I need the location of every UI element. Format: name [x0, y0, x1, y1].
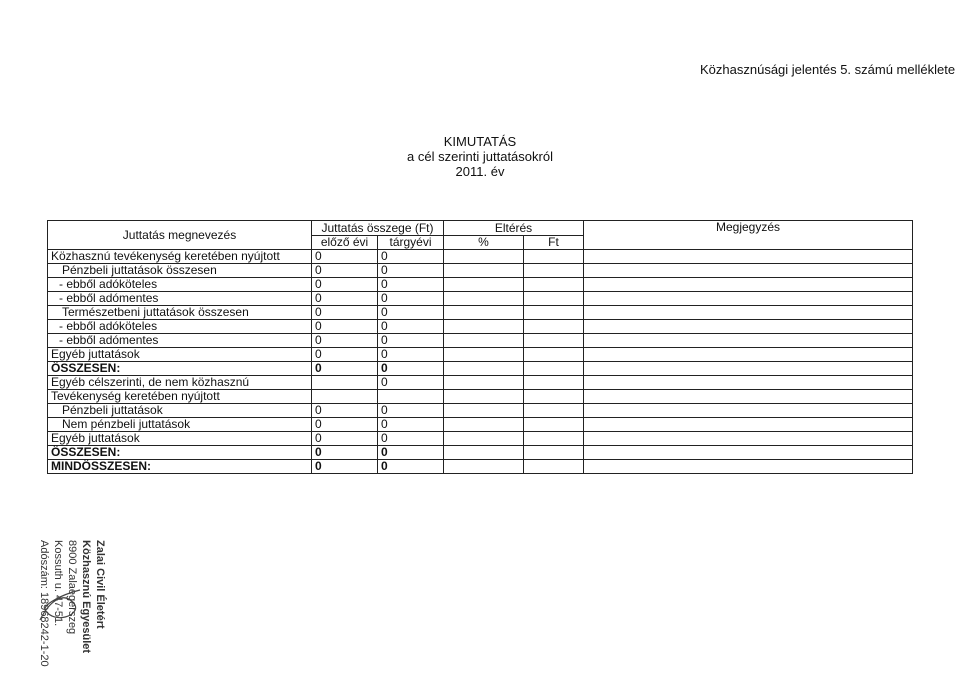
row-curr: 0 [378, 460, 444, 474]
row-note [584, 320, 913, 334]
row-prev: 0 [312, 292, 378, 306]
row-ft [524, 404, 584, 418]
row-note [584, 404, 913, 418]
row-note [584, 250, 913, 264]
row-pct [444, 264, 524, 278]
table-row [48, 292, 913, 306]
header-pct: % [444, 236, 524, 250]
header-name: Juttatás megnevezés [48, 221, 312, 250]
header-prev: előző évi [312, 236, 378, 250]
row-curr: 0 [378, 446, 444, 460]
row-ft [524, 362, 584, 376]
row-note [584, 334, 913, 348]
row-pct [444, 292, 524, 306]
row-label: Közhasznú tevékenység keretében nyújtott [48, 250, 312, 264]
document-title [380, 134, 580, 179]
row-note [584, 460, 913, 474]
row-note [584, 306, 913, 320]
row-curr: 0 [378, 320, 444, 334]
row-note [584, 362, 913, 376]
row-note [584, 348, 913, 362]
table-row [48, 390, 913, 404]
header-note: Megjegyzés [584, 221, 913, 250]
row-prev: 0 [312, 264, 378, 278]
row-label: ÖSSZESEN: [48, 446, 312, 460]
title-line-3: 2011. év [455, 164, 505, 179]
table-row [48, 278, 913, 292]
stamp-line-3: 8900 Zalaegerszeg [66, 540, 78, 635]
row-curr: 0 [378, 334, 444, 348]
row-label: - ebből adóköteles [48, 320, 312, 334]
table-row [48, 432, 913, 446]
header-amount: Juttatás összege (Ft) [312, 221, 444, 236]
table-row [48, 418, 913, 432]
row-label: Tevékenység keretében nyújtott [48, 390, 312, 404]
header-curr: tárgyévi [378, 236, 444, 250]
row-pct [444, 432, 524, 446]
row-prev: 0 [312, 250, 378, 264]
row-pct [444, 348, 524, 362]
row-ft [524, 418, 584, 432]
row-ft [524, 320, 584, 334]
row-pct [444, 376, 524, 390]
row-label: Egyéb juttatások [48, 432, 312, 446]
row-curr: 0 [378, 404, 444, 418]
table-header-row-1 [48, 221, 913, 236]
row-prev [312, 390, 378, 404]
row-prev [312, 376, 378, 390]
stamp-line-4: Kossuth u. 47-51. [52, 540, 64, 627]
table-row [48, 348, 913, 362]
row-pct [444, 278, 524, 292]
row-curr: 0 [378, 362, 444, 376]
row-ft [524, 292, 584, 306]
row-note [584, 432, 913, 446]
table-row [48, 264, 913, 278]
row-ft [524, 348, 584, 362]
row-label: - ebből adóköteles [48, 278, 312, 292]
row-label: Pénzbeli juttatások összesen [48, 264, 312, 278]
row-curr: 0 [378, 264, 444, 278]
row-prev: 0 [312, 320, 378, 334]
row-label: Egyéb célszerinti, de nem közhasznú [48, 376, 312, 390]
row-prev: 0 [312, 460, 378, 474]
row-note [584, 264, 913, 278]
header-ft: Ft [524, 236, 584, 250]
row-pct [444, 446, 524, 460]
row-prev: 0 [312, 404, 378, 418]
row-curr: 0 [378, 432, 444, 446]
row-note [584, 292, 913, 306]
row-curr: 0 [378, 306, 444, 320]
table-row-grand-total [48, 460, 913, 474]
row-label: MINDÖSSZESEN: [48, 460, 312, 474]
row-label: - ebből adómentes [48, 334, 312, 348]
title-line-1: KIMUTATÁS [443, 134, 517, 149]
row-curr [378, 390, 444, 404]
annex-note: Közhasznúsági jelentés 5. számú melléklete [700, 62, 956, 77]
row-prev: 0 [312, 418, 378, 432]
row-pct [444, 362, 524, 376]
row-ft [524, 432, 584, 446]
stamp-line-5: Adószám: 18968242-1-20 [38, 540, 50, 667]
table-row-total [48, 362, 913, 376]
row-ft [524, 390, 584, 404]
row-ft [524, 334, 584, 348]
row-prev: 0 [312, 334, 378, 348]
row-curr: 0 [378, 250, 444, 264]
table-row [48, 250, 913, 264]
row-note [584, 376, 913, 390]
row-pct [444, 320, 524, 334]
table-row [48, 320, 913, 334]
row-label: Természetbeni juttatások összesen [48, 306, 312, 320]
row-curr: 0 [378, 292, 444, 306]
table-row [48, 376, 913, 390]
signature-mark [35, 580, 85, 630]
row-ft [524, 306, 584, 320]
row-label: ÖSSZESEN: [48, 362, 312, 376]
row-pct [444, 250, 524, 264]
row-curr: 0 [378, 278, 444, 292]
row-ft [524, 250, 584, 264]
row-label: - ebből adómentes [48, 292, 312, 306]
row-ft [524, 460, 584, 474]
row-prev: 0 [312, 432, 378, 446]
row-ft [524, 278, 584, 292]
row-ft [524, 264, 584, 278]
row-pct [444, 306, 524, 320]
row-label: Pénzbeli juttatások [48, 404, 312, 418]
row-prev: 0 [312, 306, 378, 320]
row-ft [524, 376, 584, 390]
title-line-2: a cél szerinti juttatásokról [407, 149, 553, 164]
stamp-line-2: Közhasznú Egyesület [80, 540, 92, 654]
header-diff: Eltérés [444, 221, 584, 236]
table-row [48, 404, 913, 418]
table-row [48, 334, 913, 348]
row-ft [524, 446, 584, 460]
benefits-table [47, 220, 913, 474]
table-row-total [48, 446, 913, 460]
row-label: Egyéb juttatások [48, 348, 312, 362]
row-note [584, 278, 913, 292]
row-pct [444, 390, 524, 404]
row-curr: 0 [378, 348, 444, 362]
row-label: Nem pénzbeli juttatások [48, 418, 312, 432]
row-pct [444, 334, 524, 348]
row-note [584, 390, 913, 404]
table-row [48, 306, 913, 320]
row-curr: 0 [378, 418, 444, 432]
row-note [584, 418, 913, 432]
row-note [584, 446, 913, 460]
row-pct [444, 404, 524, 418]
row-prev: 0 [312, 362, 378, 376]
row-prev: 0 [312, 446, 378, 460]
row-prev: 0 [312, 278, 378, 292]
row-pct [444, 418, 524, 432]
row-pct [444, 460, 524, 474]
stamp-line-1: Zalai Civil Életért [94, 540, 106, 629]
row-prev: 0 [312, 348, 378, 362]
row-curr: 0 [378, 376, 444, 390]
